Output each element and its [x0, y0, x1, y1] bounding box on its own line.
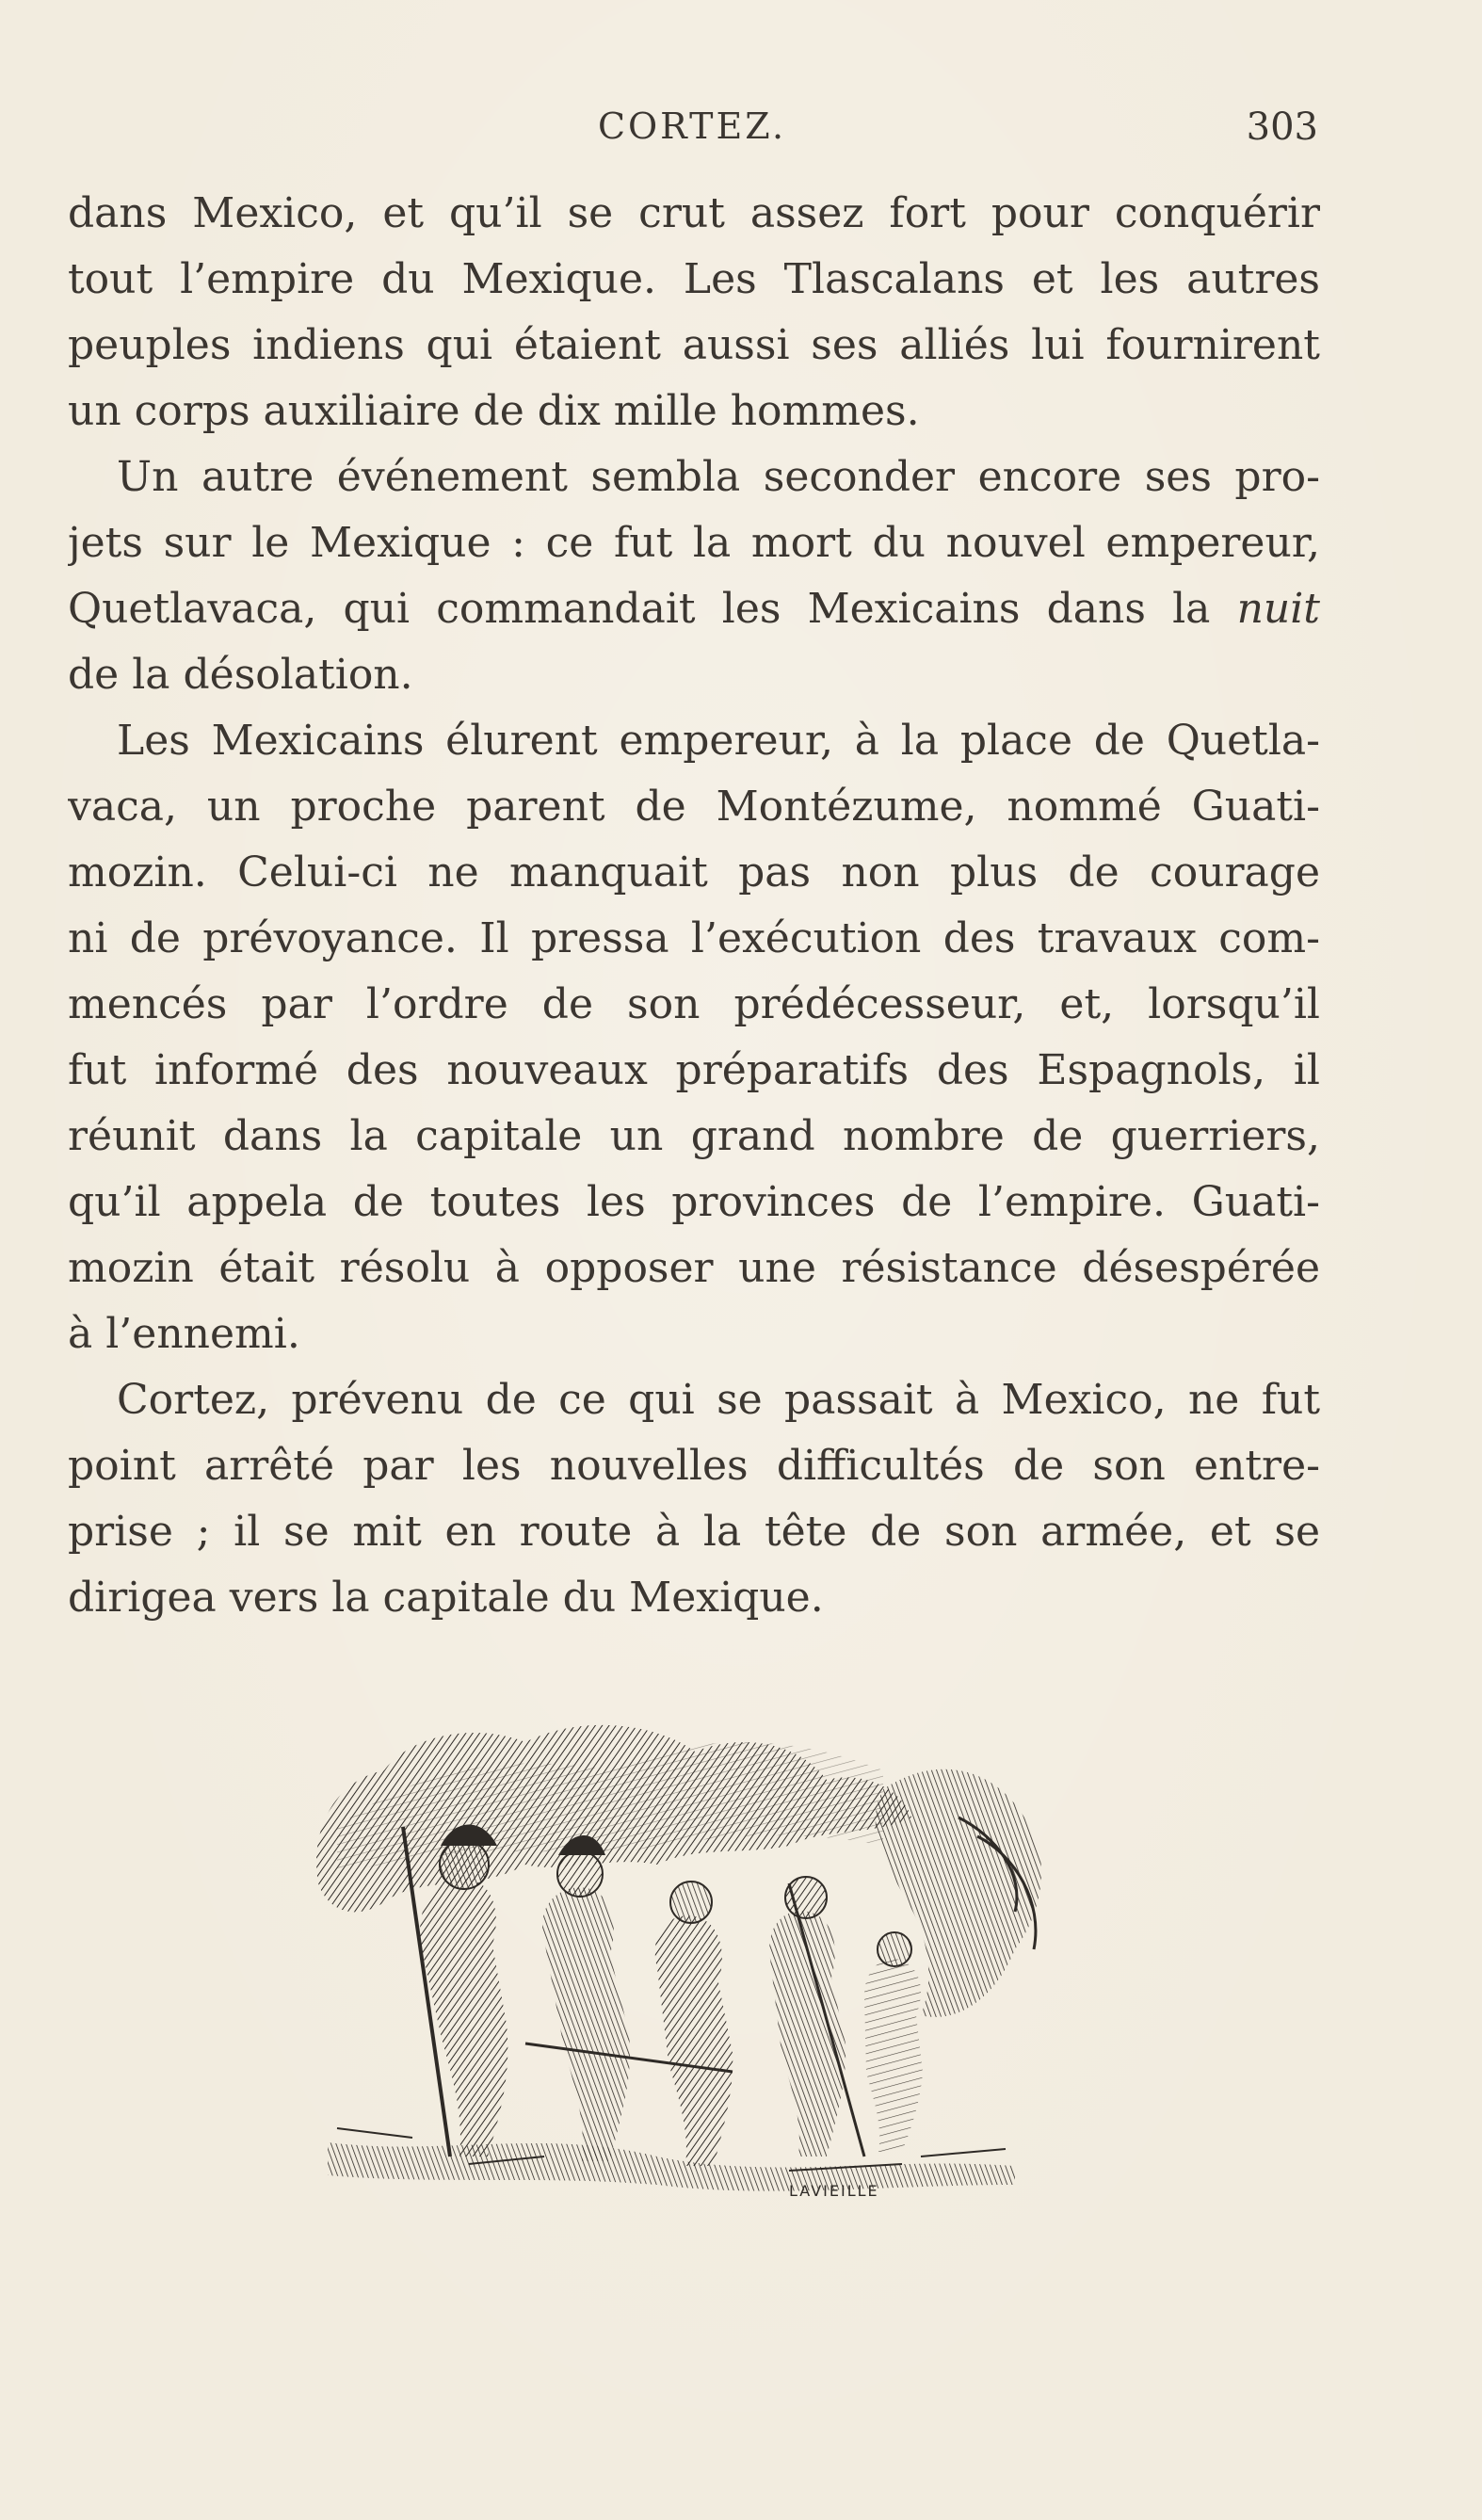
text-line: mozin. Celui-ci ne manquait pas non plus de courage [68, 848, 1320, 897]
text-line-with-italic [68, 576, 1320, 642]
body-text [68, 181, 1320, 1631]
engraving-soldiers [403, 1825, 923, 2167]
text-line: réunit dans la capitale un grand nombre de guerriers, [68, 1112, 1320, 1160]
text-line: Les Mexicains élurent empereur, à la place de Quetla- [117, 717, 1320, 765]
text-line: Cortez, prévenu de ce qui se passait à Mexico, ne fut [117, 1376, 1320, 1424]
text-line: qu’il appela de toutes les provinces de l’empire. Guati- [68, 1178, 1320, 1226]
engraving-illustration [299, 1714, 1109, 2204]
text-line: prise ; il se mit en route à la tête de son armée, et se [68, 1508, 1320, 1556]
text-line: à l’ennemi. [68, 1310, 300, 1358]
engraving-ground [328, 2128, 1015, 2191]
text-line: mencés par l’ordre de son prédécesseur, et, lorsqu’il [68, 980, 1320, 1028]
italic-line: de la désolation. [68, 651, 413, 699]
text-line: ni de prévoyance. Il pressa l’exécution des travaux com- [68, 914, 1320, 962]
text-line: mozin était résolu à opposer une résistance désespérée [68, 1244, 1320, 1292]
engraver-signature: LAVIEILLE [789, 2182, 879, 2200]
text-line: fut informé des nouveaux préparatifs des Espagnols, il [68, 1046, 1320, 1094]
text-segment: Quetlavaca, qui commandait les Mexicains dans la [68, 585, 1211, 633]
text-line: jets sur le Mexique : ce fut la mort du nouvel empereur, [68, 519, 1320, 567]
text-line: Un autre événement sembla seconder encore ses pro- [117, 453, 1320, 501]
page-number: 303 [1246, 105, 1318, 149]
text-line: point arrêté par les nouvelles difficultés de son entre- [68, 1442, 1320, 1490]
text-line: un corps auxiliaire de dix mille hommes. [68, 387, 920, 435]
text-line: peuples indiens qui étaient aussi ses alliés lui fournirent [68, 321, 1320, 369]
page-header [66, 105, 1318, 162]
text-line: dirigea vers la capitale du Mexique. [68, 1574, 824, 1622]
running-head: CORTEZ. [597, 105, 787, 147]
text-line: tout l’empire du Mexique. Les Tlascalans et les autres [68, 255, 1320, 303]
text-line: dans Mexico, et qu’il se crut assez fort pour conquérir [68, 189, 1320, 237]
italic-text: nuit [1236, 585, 1320, 633]
text-line: vaca, un proche parent de Montézume, nommé Guati- [68, 783, 1320, 831]
